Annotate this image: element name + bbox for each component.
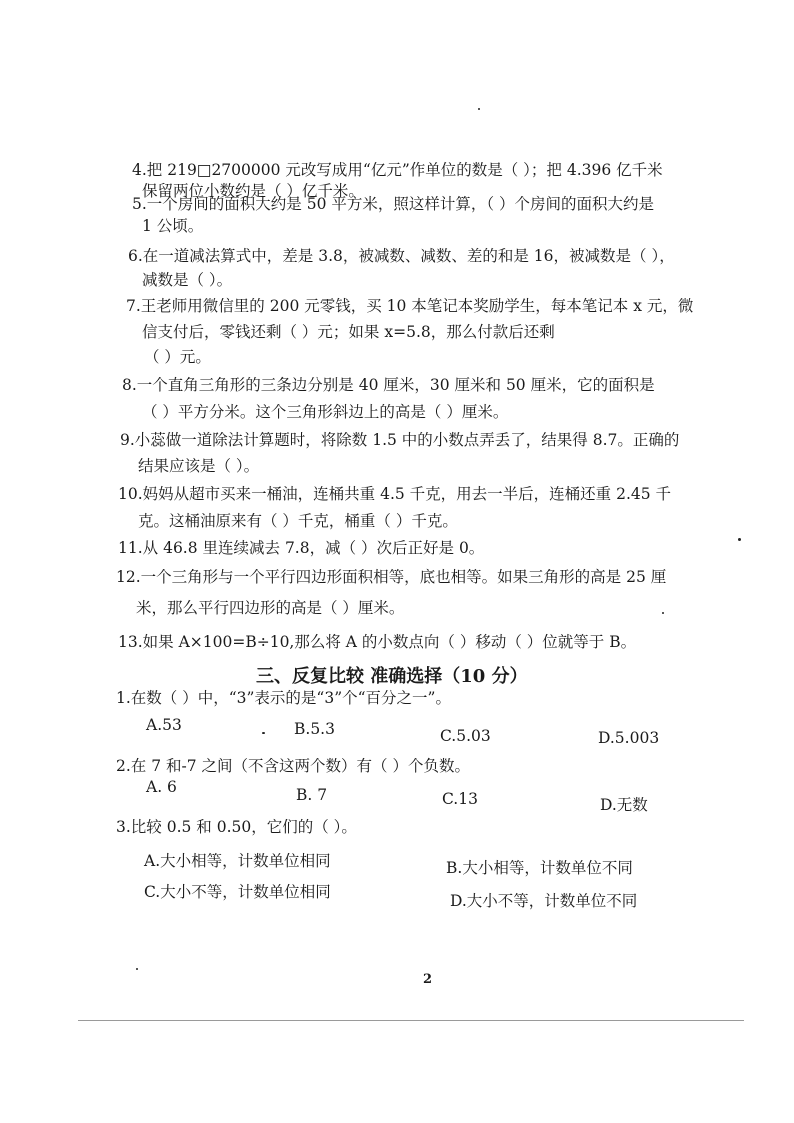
q7-line1: 7.王老师用微信里的 200 元零钱，买 10 本笔记本奖励学生，每本笔记本 x 元，微 bbox=[126, 297, 694, 315]
q7-line3: （ ）元。 bbox=[144, 348, 211, 366]
mc2-option-a: A. 6 bbox=[146, 778, 177, 796]
mc1-stem: 1.在数（ ）中，“3”表示的是“3”个“百分之一”。 bbox=[116, 689, 451, 707]
scan-speck bbox=[136, 968, 138, 970]
q13-line1: 13.如果 A×100=B÷10,那么将 A 的小数点向（ ）移动（ ）位就等于 B。 bbox=[118, 633, 637, 651]
q5-line2: 1 公顷。 bbox=[142, 217, 204, 235]
footer-divider bbox=[78, 1020, 744, 1021]
mc2-option-d: D.无数 bbox=[600, 796, 648, 814]
q8-line2: （ ）平方分米。这个三角形斜边上的高是（ ）厘米。 bbox=[142, 403, 509, 421]
mc3-option-a: A.大小相等，计数单位相同 bbox=[144, 852, 331, 870]
q7-line2: 信支付后，零钱还剩（ ）元；如果 x=5.8，那么付款后还剩 bbox=[142, 323, 555, 341]
q6-line1: 6.在一道减法算式中，差是 3.8，被减数、减数、差的和是 16，被减数是（ ）， bbox=[128, 247, 675, 265]
mc1-option-d: D.5.003 bbox=[598, 729, 660, 747]
scan-speck bbox=[662, 612, 664, 614]
q12-line1: 12.一个三角形与一个平行四边形面积相等，底也相等。如果三角形的高是 25 厘 bbox=[116, 568, 667, 586]
scan-speck bbox=[478, 108, 480, 110]
q4-line2: 保留两位小数约是（ ）亿千米。 bbox=[142, 182, 364, 200]
q6-line2: 减数是（ ）。 bbox=[142, 271, 233, 289]
mc2-option-b: B. 7 bbox=[296, 786, 328, 804]
q4-line1: 4.把 219□2700000 元改写成用“亿元”作单位的数是（ ）；把 4.396 亿千米 bbox=[132, 161, 663, 179]
q8-line1: 8.一个直角三角形的三条边分别是 40 厘米，30 厘米和 50 厘米，它的面积是 bbox=[122, 376, 655, 394]
scan-speck bbox=[262, 732, 265, 734]
q10-line1: 10.妈妈从超市买来一桶油，连桶共重 4.5 千克，用去一半后，连桶还重 2.45 千 bbox=[118, 485, 672, 503]
mc1-option-b: B.5.3 bbox=[294, 720, 335, 738]
mc2-stem: 2.在 7 和-7 之间（不含这两个数）有（ ）个负数。 bbox=[116, 757, 470, 775]
q11-line1: 11.从 46.8 里连续减去 7.8，减（ ）次后正好是 0。 bbox=[118, 539, 485, 557]
mc3-option-b: B.大小相等，计数单位不同 bbox=[446, 859, 633, 877]
mc3-option-d: D.大小不等，计数单位不同 bbox=[450, 892, 638, 910]
mc1-option-a: A.53 bbox=[146, 716, 182, 734]
scan-speck bbox=[738, 538, 741, 541]
q9-line1: 9.小蕊做一道除法计算题时，将除数 1.5 中的小数点弄丢了，结果得 8.7。正确的 bbox=[120, 431, 680, 449]
mc3-stem: 3.比较 0.5 和 0.50，它们的（ ）。 bbox=[116, 818, 357, 836]
q12-line2: 米，那么平行四边形的高是（ ）厘米。 bbox=[136, 599, 405, 617]
q5-line1: 5.一个房间的面积大约是 50 平方米，照这样计算，（ ）个房间的面积大约是 bbox=[132, 195, 655, 213]
mc2-option-c: C.13 bbox=[442, 790, 478, 808]
q10-line2: 克。这桶油原来有（ ）千克，桶重（ ）千克。 bbox=[138, 512, 458, 530]
section3-title: 三、反复比较 准确选择（10 分） bbox=[256, 666, 528, 687]
mc1-option-c: C.5.03 bbox=[440, 727, 491, 745]
mc3-option-c: C.大小不等，计数单位相同 bbox=[144, 883, 331, 901]
page-number: 2 bbox=[423, 972, 433, 987]
q9-line2: 结果应该是（ ）。 bbox=[138, 457, 260, 475]
